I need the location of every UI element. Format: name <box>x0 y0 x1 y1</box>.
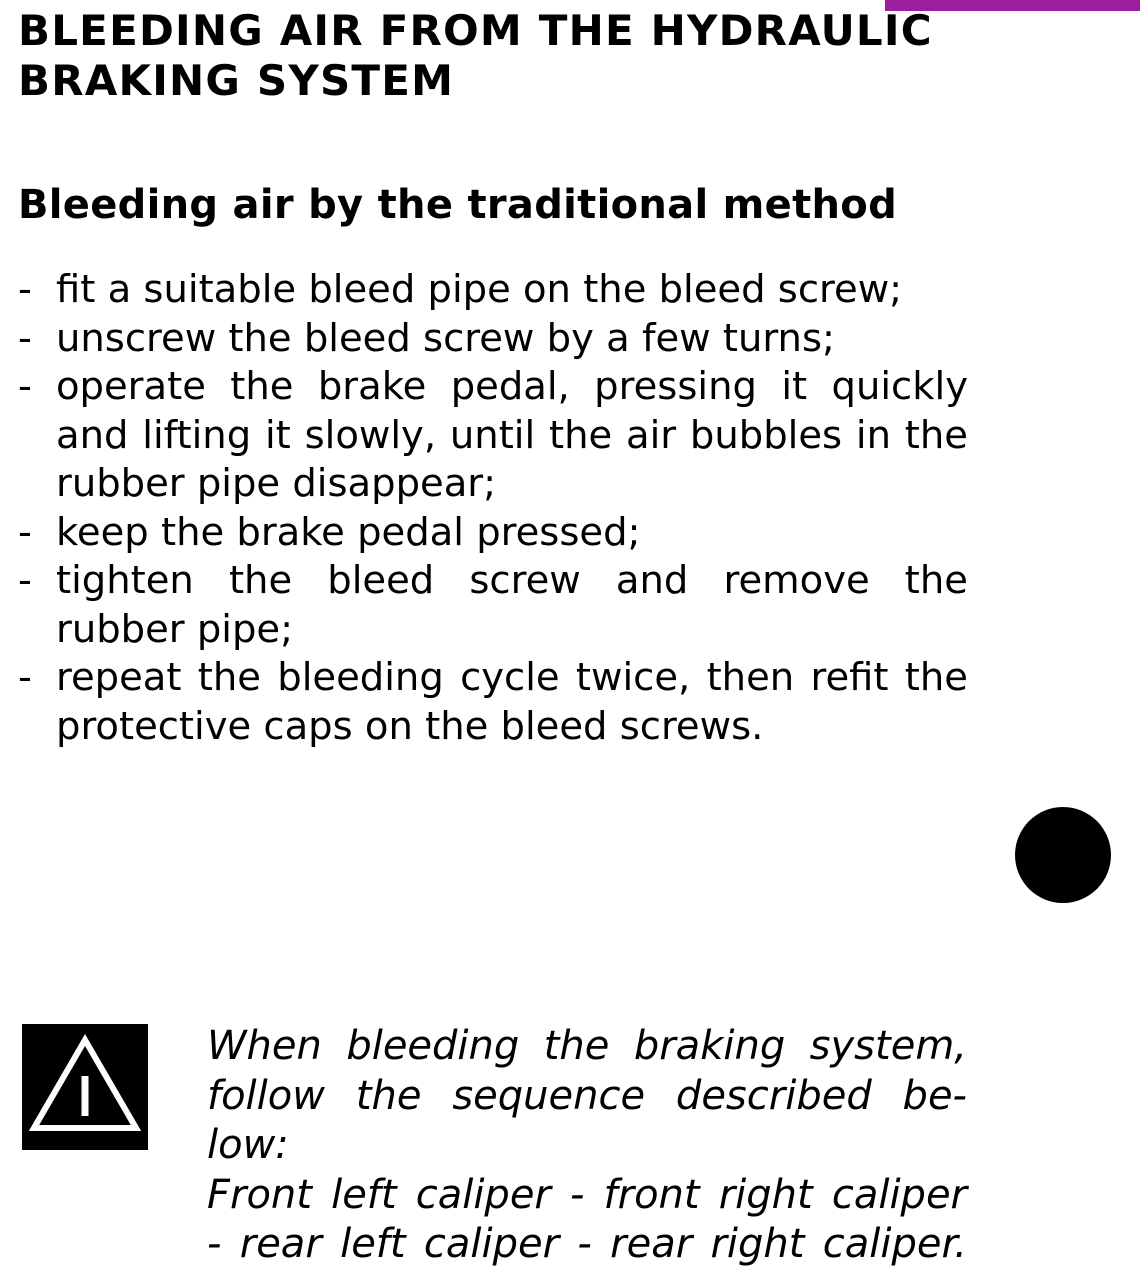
warning-line: - rear left caliper - rear right caliper. <box>207 1221 967 1267</box>
procedure-step <box>18 509 968 558</box>
step-dash: - <box>18 315 32 361</box>
step-dash: - <box>18 267 32 312</box>
procedure-step <box>18 266 968 315</box>
step-dash: - <box>18 364 32 409</box>
warning-line: low: <box>207 1122 289 1168</box>
page-title <box>18 6 998 106</box>
warning-note <box>207 1022 967 1270</box>
page-title-line-2: BRAKING SYSTEM <box>18 56 455 105</box>
step-text: repeat the bleeding cycle twice, then refit the protective caps on the bleed screws. <box>56 655 968 749</box>
procedure-step <box>18 315 968 364</box>
warning-line: When bleeding the braking system, <box>207 1023 967 1069</box>
step-dash: - <box>18 558 32 603</box>
step-text: fit a suitable bleed pipe on the bleed screw; <box>56 267 903 312</box>
step-dash: - <box>18 655 32 700</box>
warning-triangle-icon <box>22 1024 148 1150</box>
step-text: unscrew the bleed screw by a few turns; <box>56 315 835 361</box>
procedure-steps <box>18 266 968 751</box>
marker-dot-icon <box>1015 807 1111 903</box>
procedure-step <box>18 363 968 509</box>
warning-line: Front left caliper - front right caliper <box>207 1171 967 1218</box>
procedure-step <box>18 654 968 751</box>
page-title-line-1: BLEEDING AIR FROM THE HYDRAULIC <box>18 6 933 55</box>
step-text: tighten the bleed screw and remove the rubber pipe; <box>56 558 968 652</box>
step-dash: - <box>18 509 32 555</box>
warning-line: follow the sequence described be- <box>207 1072 967 1119</box>
step-text: keep the brake pedal pressed; <box>56 509 641 555</box>
step-text: operate the brake pedal, pressing it quickly and lifting it slowly, until the air bubbles in the rubber pipe disappear; <box>56 364 968 506</box>
section-heading: Bleeding air by the traditional method <box>18 182 897 228</box>
procedure-step <box>18 557 968 654</box>
